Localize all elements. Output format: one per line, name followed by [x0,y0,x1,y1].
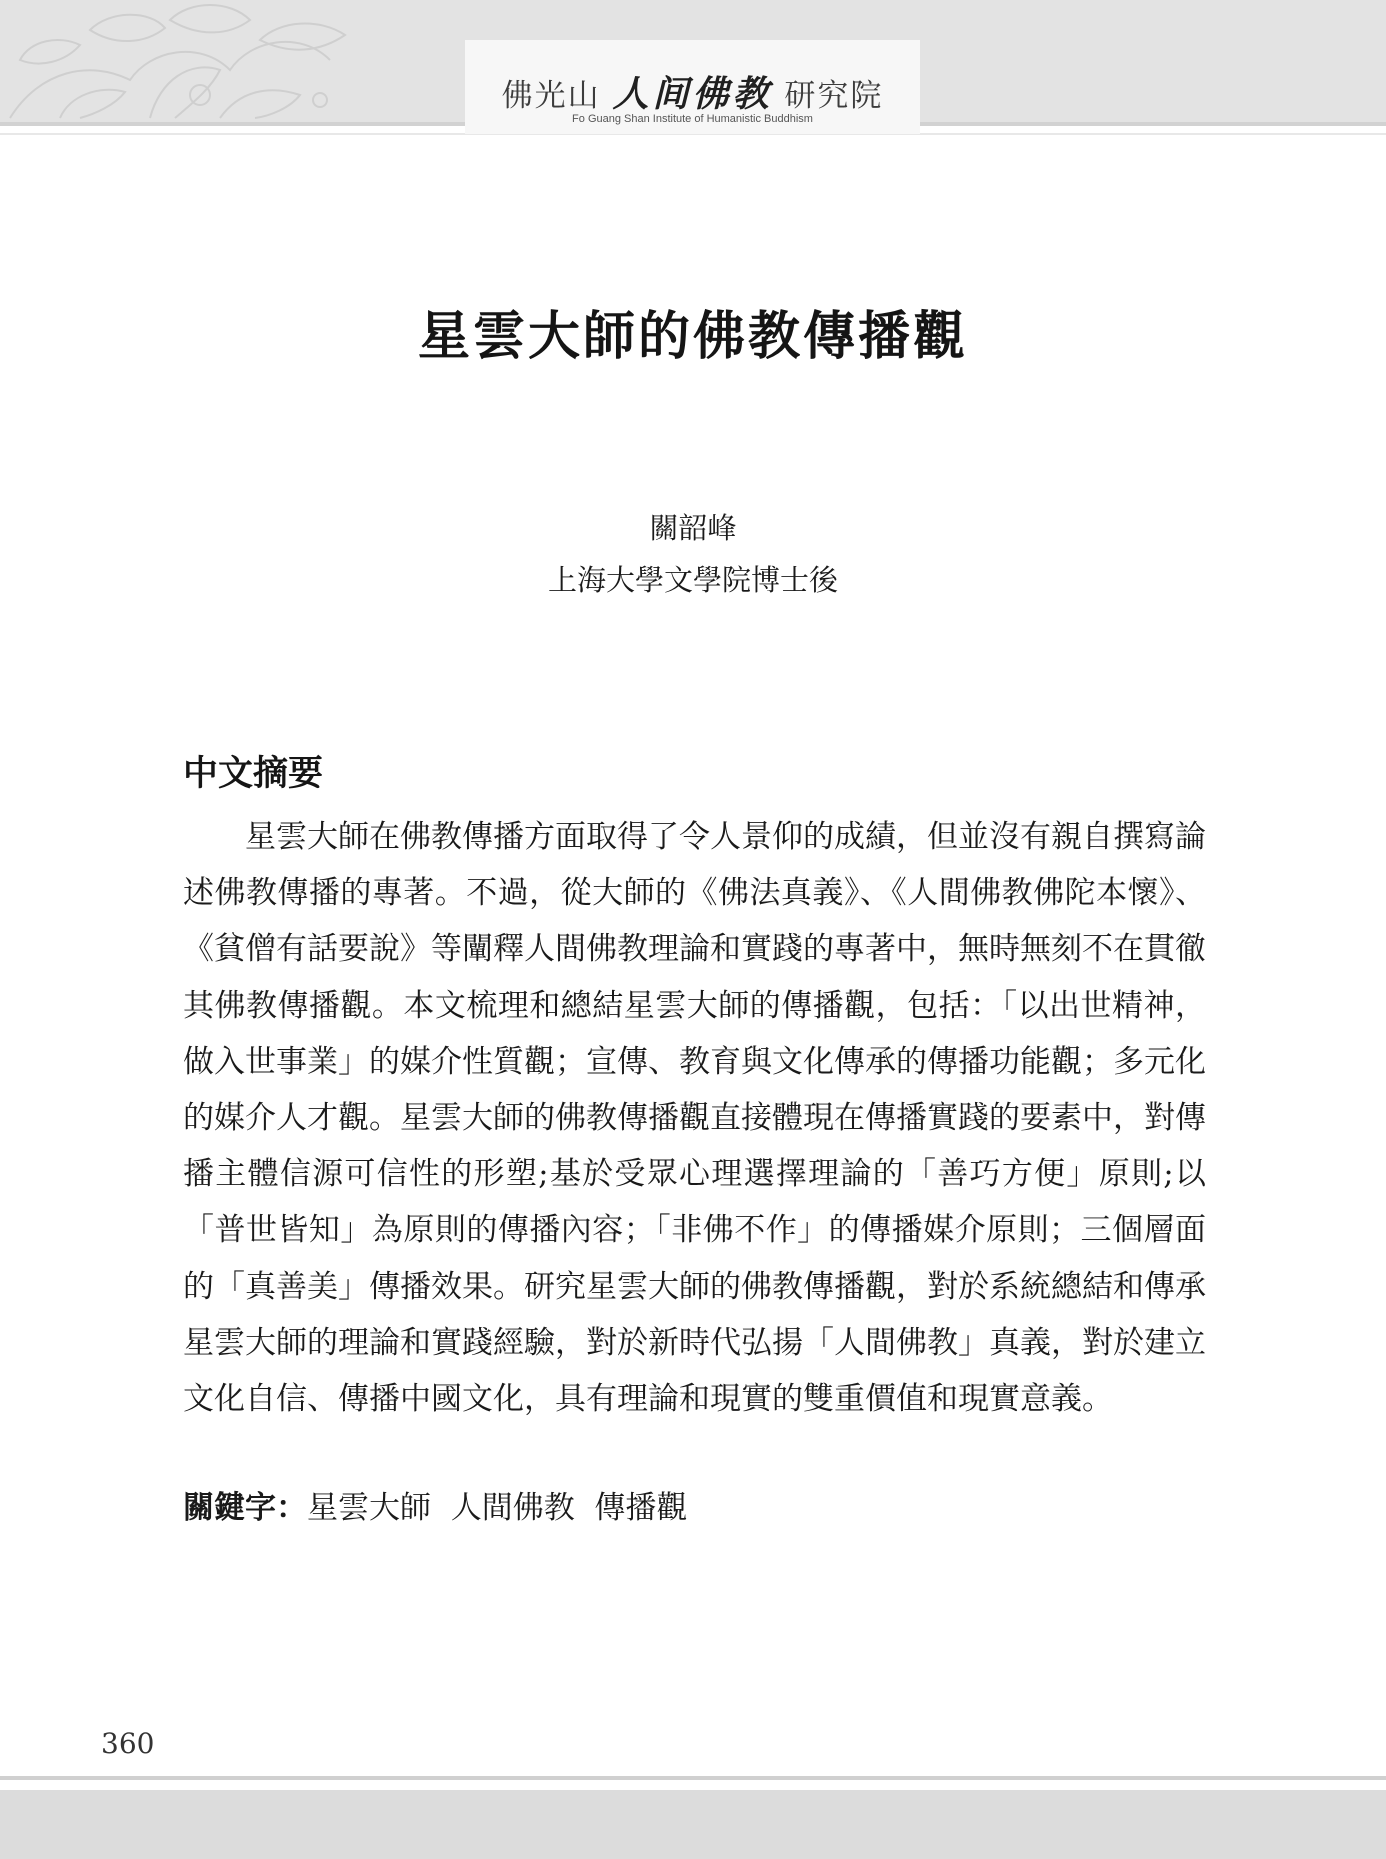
keywords-label: 關鍵字： [183,1490,307,1526]
institute-logo [465,40,920,134]
lotus-ornament-icon [0,0,420,122]
logo-prefix: 佛光山 [501,78,601,114]
keywords-line [183,1482,687,1527]
footer-band [0,1790,1386,1859]
author-name: 關韶峰 [649,511,737,545]
page-number: 360 [101,1727,155,1760]
logo-suffix: 研究院 [784,78,884,114]
footer-rule [0,1776,1386,1780]
keywords-list: 星雲大師 人間佛教 傳播觀 [307,1490,688,1526]
abstract-paragraph: 星雲大師在佛教傳播方面取得了令人景仰的成績，但並沒有親自撰寫論述佛教傳播的專著。不過，從大師的《佛法真義》、《人間佛教佛陀本懷》、《貧僧有話要說》等闡釋人間佛教理論和實踐的專著中，無時無刻不在貫徹其佛教傳播觀。本文梳理和總結星雲大師的傳播觀，包括：「以出世精神，做入世事業」的媒介性質觀；宣傳、教育與文化傳承的傳播功能觀；多元化的媒介人才觀。星雲大師的佛教傳播觀直接體現在傳播實踐的要素中，對傳播主體信源可信性的形塑;基於受眾心理選擇理論的「善巧方便」原則;以「普世皆知」為原則的傳播內容；「非佛不作」的傳播媒介原則；三個層面的「真善美」傳播效果。研究星雲大師的佛教傳播觀，對於系統總結和傳承星雲大師的理論和實踐經驗，對於新時代弘揚「人間佛教」真義，對於建立文化自信、傳播中國文化，具有理論和現實的雙重價值和現實意義。 [183,819,1206,1418]
abstract-body [183,809,1206,1427]
logo-brush-text: 人间佛教 [612,73,773,115]
article-title: 星雲大師的佛教傳播觀 [417,306,968,367]
logo-english: Fo Guang Shan Institute of Humanistic Buddhism [572,113,813,125]
abstract-heading: 中文摘要 [183,753,324,794]
author-affiliation: 上海大學文學院博士後 [547,563,838,597]
logo-chinese [465,66,920,117]
